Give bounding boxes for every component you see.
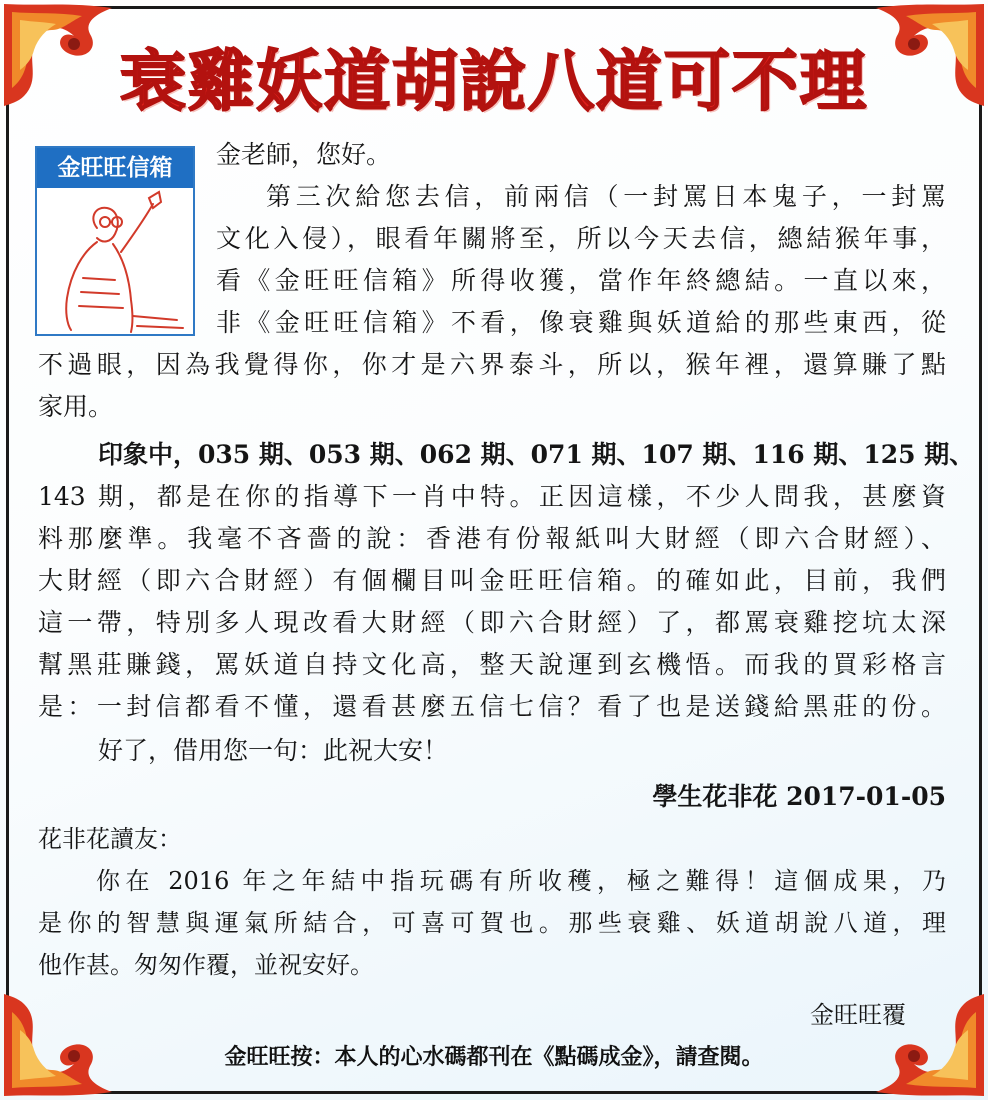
text-line: 非《金旺旺信箱》不看，像衰雞與妖道給的那些東西，從 xyxy=(216,308,946,337)
text-line: 這一帶，特別多人現改看大財經（即六合財經）了，都罵衰雞挖坑太深 xyxy=(38,608,946,637)
editor-note: 金旺旺按：本人的心水碼都刊在《點碼成金》，請查閱。 xyxy=(224,1045,764,1070)
text-line: 不過眼，因為我覺得你，你才是六界泰斗，所以，猴年裡，還算賺了點 xyxy=(38,350,946,379)
text-line: 大財經（即六合財經）有個欄目叫金旺旺信箱。的確如此，目前，我們 xyxy=(38,566,946,595)
text-line: 他作甚。匆匆作覆，並祝安好。 xyxy=(38,951,374,979)
mailbox-label: 金旺旺信箱 xyxy=(37,148,193,188)
letter-signature: 學生花非花 2017-01-05 xyxy=(652,782,946,811)
text-line: 印象中，035 期、053 期、062 期、071 期、107 期、116 期、125 期、 xyxy=(98,440,975,469)
text-line: 幫黑莊賺錢，罵妖道自持文化高，整天說運到玄機悟。而我的買彩格言 xyxy=(38,650,946,679)
text-line: 你在 2016 年之年結中指玩碼有所收穫，極之難得！這個成果，乃 xyxy=(96,867,946,895)
reply-section xyxy=(38,818,946,986)
text-line: 料那麼準。我毫不吝嗇的說：香港有份報紙叫大財經（即六合財經）、 xyxy=(38,524,946,553)
text-line: 是你的智慧與運氣所結合，可喜可賀也。那些衰雞、妖道胡說八道，理 xyxy=(38,909,946,937)
text-line: 看《金旺旺信箱》所得收獲，當作年終總結。一直以來， xyxy=(216,266,946,295)
text-line: 143 期，都是在你的指導下一肖中特。正因這樣，不少人問我，甚麼資 xyxy=(38,482,946,511)
reply-signature: 金旺旺覆 xyxy=(810,1001,906,1029)
text-line: 文化入侵），眼看年關將至，所以今天去信，總結猴年事， xyxy=(216,224,946,253)
text-line: 第三次給您去信，前兩信（一封罵日本鬼子，一封罵 xyxy=(266,182,946,211)
letter-paragraph-1-cont xyxy=(38,344,946,428)
teacher-illustration-icon xyxy=(37,188,193,334)
letter-paragraph-2 xyxy=(38,434,975,728)
letter-paragraph-1 xyxy=(216,176,946,344)
text-line: 是：一封信都看不懂，還看甚麼五信七信？看了也是送錢給黑莊的份。 xyxy=(38,692,946,721)
text-line: 家用。 xyxy=(38,392,114,421)
letter-closing: 好了，借用您一句：此祝大安！ xyxy=(98,736,449,765)
reply-salutation: 花非花讀友： xyxy=(38,825,182,853)
letter-greeting: 金老師，您好。 xyxy=(216,140,392,169)
mailbox-logo xyxy=(35,146,195,336)
page-title: 衰雞妖道胡說八道可不理 xyxy=(120,43,868,120)
